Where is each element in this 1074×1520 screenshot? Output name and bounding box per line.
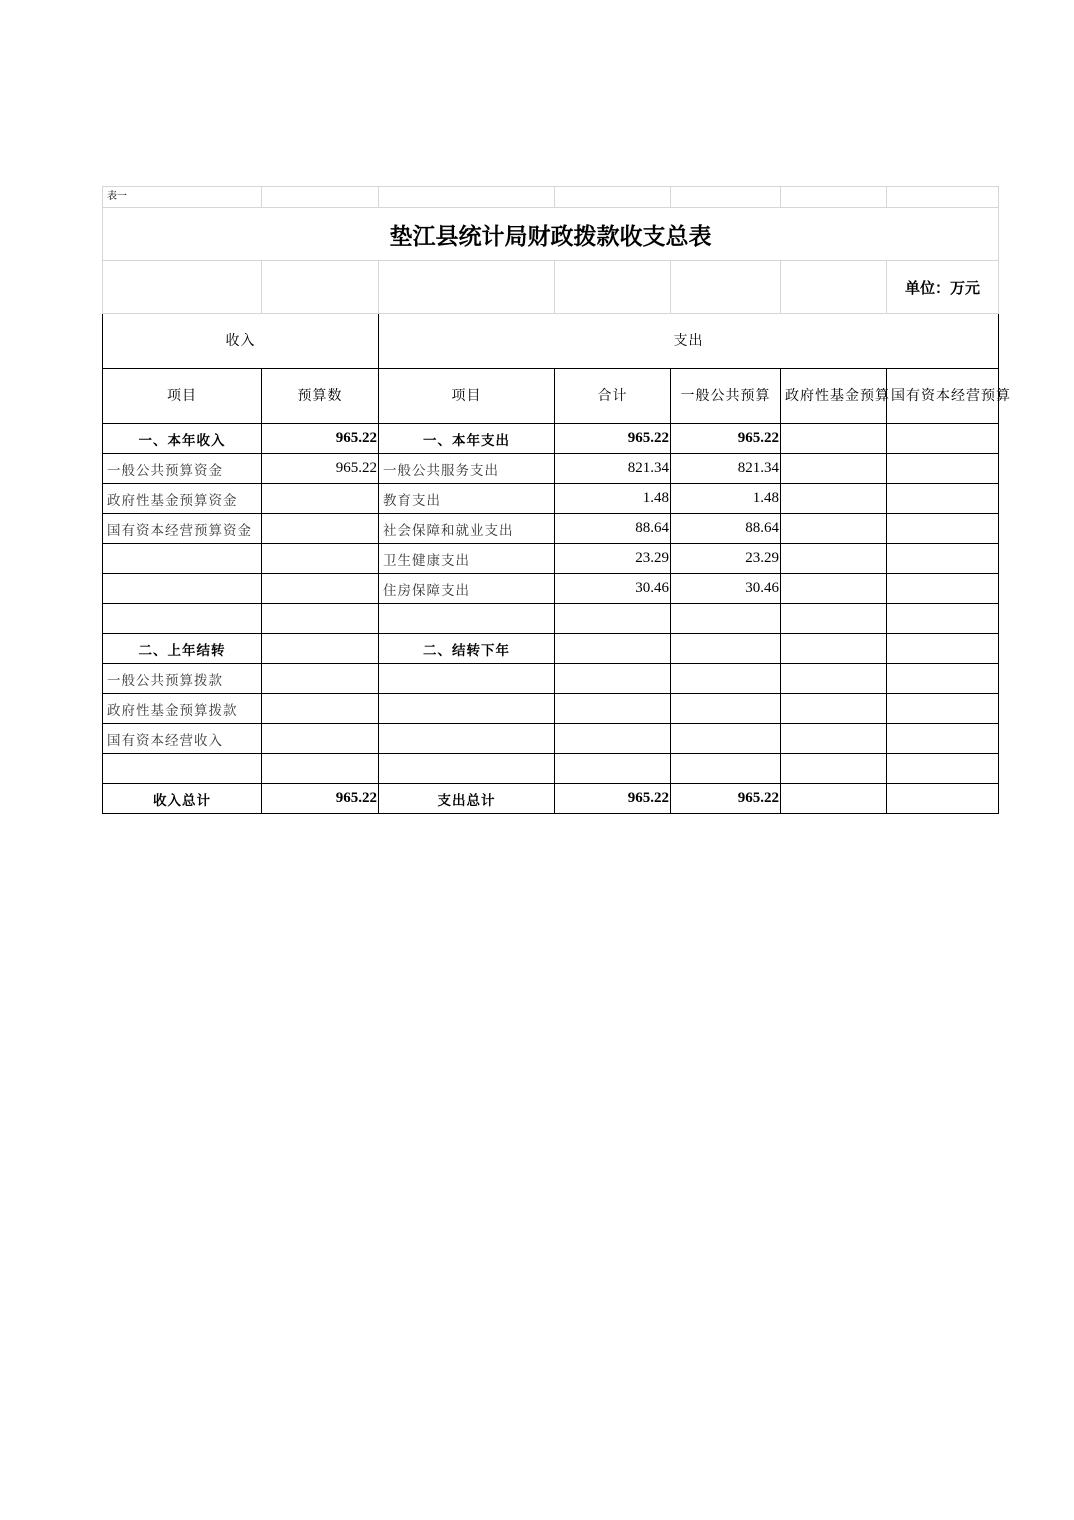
column-header: 一般公共预算 — [671, 369, 781, 424]
income-item-cell: 收入总计 — [103, 784, 262, 814]
fund-budget-cell — [781, 664, 887, 694]
unit-row — [103, 261, 999, 314]
state-capital-cell — [887, 544, 999, 574]
state-capital-cell — [887, 634, 999, 664]
fund-budget-cell — [781, 424, 887, 454]
state-capital-cell — [887, 424, 999, 454]
expense-item-cell: 卫生健康支出 — [379, 544, 555, 574]
total-cell — [555, 754, 671, 784]
state-capital-cell — [887, 694, 999, 724]
table-row — [103, 544, 999, 574]
total-cell: 965.22 — [555, 784, 671, 814]
page-title: 垫江县统计局财政拨款收支总表 — [103, 208, 999, 261]
expense-item-cell: 住房保障支出 — [379, 574, 555, 604]
total-cell — [555, 664, 671, 694]
income-item-cell: 一般公共预算拨款 — [103, 664, 262, 694]
total-cell — [555, 694, 671, 724]
income-item-cell: 国有资本经营收入 — [103, 724, 262, 754]
column-header-row — [103, 369, 999, 424]
general-budget-cell: 23.29 — [671, 544, 781, 574]
expense-item-cell — [379, 694, 555, 724]
column-header: 合计 — [555, 369, 671, 424]
unit-label: 单位：万元 — [887, 261, 999, 314]
general-budget-cell — [671, 604, 781, 634]
income-item-cell: 一般公共预算资金 — [103, 454, 262, 484]
fund-budget-cell — [781, 694, 887, 724]
table-row — [103, 574, 999, 604]
expense-item-cell: 二、结转下年 — [379, 634, 555, 664]
column-header: 项目 — [103, 369, 262, 424]
table-row — [103, 454, 999, 484]
table-row — [103, 724, 999, 754]
general-budget-cell — [671, 664, 781, 694]
column-header: 政府性基金预算 — [781, 369, 887, 424]
state-capital-cell — [887, 754, 999, 784]
expense-item-cell: 支出总计 — [379, 784, 555, 814]
total-cell: 30.46 — [555, 574, 671, 604]
fund-budget-cell — [781, 724, 887, 754]
table-label-row — [103, 187, 999, 208]
state-capital-cell — [887, 724, 999, 754]
income-item-cell: 政府性基金预算拨款 — [103, 694, 262, 724]
state-capital-cell — [887, 514, 999, 544]
fund-budget-cell — [781, 604, 887, 634]
income-item-cell — [103, 544, 262, 574]
income-item-cell: 一、本年收入 — [103, 424, 262, 454]
income-amount-cell — [262, 634, 379, 664]
table-row — [103, 754, 999, 784]
table-row — [103, 634, 999, 664]
income-item-cell: 二、上年结转 — [103, 634, 262, 664]
income-item-cell: 政府性基金预算资金 — [103, 484, 262, 514]
section-header-row — [103, 314, 999, 369]
table-row — [103, 664, 999, 694]
table-row — [103, 514, 999, 544]
total-cell: 23.29 — [555, 544, 671, 574]
table-row — [103, 484, 999, 514]
state-capital-cell — [887, 454, 999, 484]
expense-item-cell: 社会保障和就业支出 — [379, 514, 555, 544]
income-amount-cell — [262, 724, 379, 754]
general-budget-cell: 965.22 — [671, 784, 781, 814]
expense-item-cell — [379, 664, 555, 694]
fund-budget-cell — [781, 484, 887, 514]
state-capital-cell — [887, 484, 999, 514]
income-amount-cell — [262, 694, 379, 724]
table-row — [103, 424, 999, 454]
general-budget-cell: 88.64 — [671, 514, 781, 544]
fund-budget-cell — [781, 574, 887, 604]
fund-budget-cell — [781, 514, 887, 544]
column-header: 项目 — [379, 369, 555, 424]
income-amount-cell — [262, 484, 379, 514]
expense-section-header: 支出 — [379, 314, 999, 369]
total-cell — [555, 604, 671, 634]
state-capital-cell — [887, 664, 999, 694]
income-item-cell — [103, 754, 262, 784]
expense-item-cell: 一、本年支出 — [379, 424, 555, 454]
general-budget-cell — [671, 694, 781, 724]
income-amount-cell — [262, 604, 379, 634]
fund-budget-cell — [781, 454, 887, 484]
general-budget-cell: 1.48 — [671, 484, 781, 514]
total-cell — [555, 634, 671, 664]
total-cell: 88.64 — [555, 514, 671, 544]
income-amount-cell: 965.22 — [262, 784, 379, 814]
income-amount-cell — [262, 664, 379, 694]
general-budget-cell — [671, 754, 781, 784]
table-row — [103, 694, 999, 724]
general-budget-cell — [671, 634, 781, 664]
budget-summary-table — [102, 186, 1011, 814]
general-budget-cell: 30.46 — [671, 574, 781, 604]
income-amount-cell: 965.22 — [262, 424, 379, 454]
total-cell: 1.48 — [555, 484, 671, 514]
total-cell: 821.34 — [555, 454, 671, 484]
expense-item-cell — [379, 754, 555, 784]
state-capital-cell — [887, 604, 999, 634]
general-budget-cell: 965.22 — [671, 424, 781, 454]
income-item-cell — [103, 604, 262, 634]
income-item-cell: 国有资本经营预算资金 — [103, 514, 262, 544]
income-item-cell — [103, 574, 262, 604]
fund-budget-cell — [781, 544, 887, 574]
column-header: 国有资本经营预算 — [887, 369, 999, 424]
general-budget-cell: 821.34 — [671, 454, 781, 484]
income-amount-cell — [262, 574, 379, 604]
fund-budget-cell — [781, 754, 887, 784]
state-capital-cell — [887, 784, 999, 814]
fund-budget-cell — [781, 784, 887, 814]
expense-item-cell: 教育支出 — [379, 484, 555, 514]
income-amount-cell: 965.22 — [262, 454, 379, 484]
income-amount-cell — [262, 754, 379, 784]
income-section-header: 收入 — [103, 314, 379, 369]
expense-item-cell — [379, 724, 555, 754]
general-budget-cell — [671, 724, 781, 754]
income-amount-cell — [262, 544, 379, 574]
table-row — [103, 604, 999, 634]
total-cell — [555, 724, 671, 754]
state-capital-cell — [887, 574, 999, 604]
title-row — [103, 208, 999, 261]
total-cell: 965.22 — [555, 424, 671, 454]
table-row — [103, 784, 999, 814]
expense-item-cell: 一般公共服务支出 — [379, 454, 555, 484]
table-body — [103, 424, 999, 814]
table-label: 表一 — [103, 187, 262, 208]
fund-budget-cell — [781, 634, 887, 664]
column-header: 预算数 — [262, 369, 379, 424]
income-amount-cell — [262, 514, 379, 544]
expense-item-cell — [379, 604, 555, 634]
